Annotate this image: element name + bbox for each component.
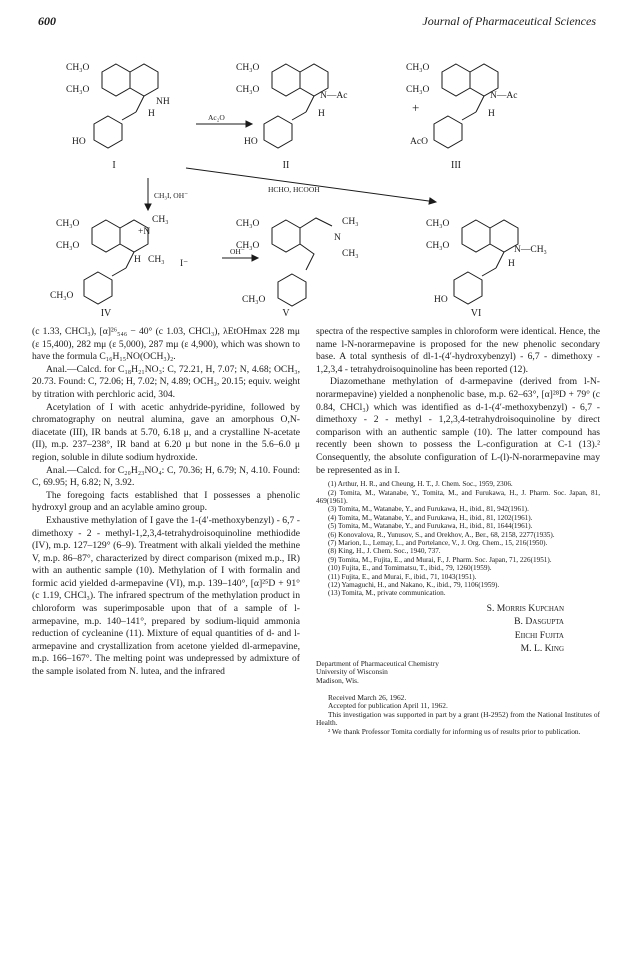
author: Eiichi Fujita	[514, 629, 564, 641]
label-nch3: N—CH₃	[514, 245, 547, 255]
label-ch3o: CH₃O	[236, 63, 260, 73]
label-n: N	[334, 233, 341, 243]
label-ch3o: CH₃O	[56, 241, 80, 251]
paragraph: Diazomethane methylation of d-armepavine (derived from l-N-norarmepavine) yielded a nonphenolic base, m.p. 62–63°, [α]²⁸D + 79° (c 0.84, CHCl₃) which was identified as d-1-(4′-methoxybenzyl) - 6,7 - dimethoxy - 2 - methyl - 1,2,3,4-tetrahydroisoquinoline by direct comparison with an authentic sample (10). The latter compound has recently been shown to possess the L-configuration at C-1 (13).² Consequently, the absolute configuration of L-(l)-N-norarmepavine may be represented as in I.	[316, 376, 600, 476]
reagent-oh: OH⁻	[230, 247, 245, 256]
label-ch3o: CH₃O	[236, 85, 260, 95]
label-nac: N—Ac	[320, 91, 348, 101]
reference: (9) Tomita, M., Fujita, E., and Murai, F., J. Pharm. Soc. Japan, 71, 226(1951).	[328, 555, 552, 564]
phenol-ring-VI	[454, 272, 482, 304]
benzene-ring-V	[272, 220, 300, 252]
reference: (2) Tomita, M., Watanabe, Y., Tomita, M., and Furukawa, H., J. Pharm. Soc. Japan, 81, 469(1961).	[316, 488, 600, 505]
methoxy-ring-V	[278, 274, 306, 306]
label-ch3o: CH₃O	[426, 219, 450, 229]
acetoxy-ring-III	[434, 116, 462, 148]
label-ho: HO	[434, 295, 448, 305]
references	[316, 480, 600, 598]
piperidine-ring-I	[130, 64, 158, 96]
grant-note: This investigation was supported in part by a grant (H-2952) from the National Institutes of Health.	[316, 709, 600, 728]
styrene-chain-V	[300, 218, 332, 270]
label-ch3: CH₃	[342, 217, 359, 227]
methoxy-ring-IV	[84, 272, 112, 304]
reference: (1) Arthur, H. R., and Cheung, H. T., J. Chem. Soc., 1959, 2306.	[328, 480, 513, 489]
compound-label-III: III	[451, 160, 461, 171]
paragraph: (c 1.33, CHCl₃), [α]²⁶₅₄₆ − 40° (c 1.03, CHCl₃), λEtOHmax 228 mμ (ε 15,400), 282 mμ (ε 5,000), 287 mμ (ε 4,900), which was shown to have the formula C₁₆H₁₅NO(OCH₃)₂.	[32, 326, 300, 363]
label-ch3o: CH₃O	[56, 219, 80, 229]
label-ch3: CH₃	[148, 255, 165, 265]
paragraph: The foregoing facts established that I possesses a phenolic hydroxyl group and an acylable amino group.	[32, 489, 300, 514]
label-nplus: +N	[138, 227, 151, 237]
author-list	[316, 602, 600, 656]
phenol-ring-II	[264, 116, 292, 148]
label-iodide: I⁻	[180, 259, 189, 269]
benzene-ring-VI	[462, 220, 490, 252]
reference: (10) Fujita, E., and Tomimatsu, T., ibid., 79, 1260(1959).	[328, 564, 492, 573]
affiliation-line: University of Wisconsin	[316, 667, 388, 677]
publication-notes	[316, 694, 600, 737]
reference: (13) Tomita, M., private communication.	[328, 589, 446, 598]
label-h: H	[318, 109, 325, 119]
label-ch3o: CH₃O	[406, 85, 430, 95]
affiliation-line: Department of Pharmaceutical Chemistry	[316, 658, 439, 668]
author: B. Dasgupta	[514, 616, 564, 628]
reaction-scheme	[36, 40, 596, 318]
reference: (7) Marion, L., Lemay, L., and Portelance, V., J. Org. Chem., 15, 216(1950).	[328, 538, 548, 547]
label-h: H	[488, 109, 495, 119]
page-number: 600	[38, 14, 56, 28]
reagent-ch3i: CH₃I, OH⁻	[154, 191, 189, 200]
paragraph: Exhaustive methylation of I gave the 1-(4′-methoxybenzyl) - 6,7 - dimethoxy - 2 - methyl-1,2,3,4-tetrahydroisoquinoline methiodide (IV), m.p. 127–129° (6–9). Treatment with alkali yielded the methine V, m.p. 86–87°, characterized by direct comparison (mixed m.p., IR) with an authentic sample (10). Methylation of I with formalin and formic acid yielded d-armepavine (VI), m.p. 139–140°, [α]²⁵D + 91° (c 1.19, CHCl₃). The infrared spectrum of the methylation product in chloroform was superimposable upon that of a sample of l-armepavine, m.p. 140–141°, prepared by sodium-liquid ammonia reduction of cycleanine (11). Mixture of equal quantities of d- and l-armepavine and crystallization from acetone yielded dl-armepavine, m.p. 166–167°. The melting point was undepressed by admixture of the sample isolated from N. lutea, and the infrared	[32, 514, 300, 678]
reference: (11) Fujita, E., and Murai, F., ibid., 71, 1043(1951).	[328, 572, 477, 581]
label-aco: AcO	[410, 137, 428, 147]
paragraph: spectra of the respective samples in chloroform were identical. Hence, the name l-N-norarmepavine is proposed for the new phenolic secondary base. A total synthesis of dl-1-(4′-hydroxybenzyl) - 6,7 - dimethoxy - 1,2,3,4 - tetrahydroisoquinoline has been reported (12).	[316, 326, 600, 375]
benzene-ring-I	[102, 64, 130, 96]
reference: (6) Konovalova, R., Yunusov, S., and Orekhov, A., Ber., 68, 2158, 2277(1935).	[328, 530, 555, 539]
benzene-ring-III	[442, 64, 470, 96]
benzene-ring-II	[272, 64, 300, 96]
reagent-ac2o: Ac₂O	[208, 113, 225, 122]
affiliation-line: Madison, Wis.	[316, 676, 359, 685]
label-ho: HO	[244, 137, 258, 147]
phenol-ring-I	[94, 116, 122, 148]
label-ch3o: CH₃O	[406, 63, 430, 73]
reference: (5) Tomita, M., Watanabe, Y., and Furukawa, H., ibid., 81, 1644(1961).	[328, 522, 533, 531]
label-ch3o: CH₃O	[426, 241, 450, 251]
footnote: ² We thank Professor Tomita cordially for informing us of results prior to publication.	[328, 726, 581, 736]
author: M. L. King	[520, 643, 564, 655]
reagent-hcho: HCHO, HCOOH	[268, 185, 320, 194]
label-h: H	[134, 255, 141, 265]
paragraph: Acetylation of I with acetic anhydride-pyridine, followed by chromatography on neutral alumina, gave an amorphous O,N-diacetate (III), IR bands at 5.70, 6.18 μ, and a crystalline N-acetate (II), m.p. 237–238°, IR band at 6.20 μ but none in the 5.6–6.0 μ region, soluble in dilute sodium hydroxide.	[32, 401, 300, 463]
label-nh: NH	[156, 97, 170, 107]
journal-title: Journal of Pharmaceutical Sciences	[422, 14, 596, 28]
analysis-paragraph: Anal.—Calcd. for C₂₀H₂₃NO₄: C, 70.36; H, 6.79; N, 4.10. Found: C, 69.95; H, 6.82; N, 3.92.	[32, 464, 300, 489]
affiliation	[316, 660, 600, 686]
label-ch3o: CH₃O	[242, 295, 266, 305]
right-column	[316, 326, 600, 737]
label-ch3o: CH₃O	[66, 63, 90, 73]
compound-label-I: I	[112, 160, 116, 171]
analysis-paragraph: Anal.—Calcd. for C₁₈H₂₁NO₃: C, 72.21, H, 7.07; N, 4.68; OCH₃, 20.73. Found: C, 72.06; H, 7.02; N, 4.89; OCH₃, 20.15; equiv. weight by titration with perchloric acid, 304.	[32, 363, 300, 400]
label-ch3: CH₃	[342, 249, 359, 259]
label-ch3o: CH₃O	[66, 85, 90, 95]
reference: (8) King, H., J. Chem. Soc., 1940, 737.	[328, 547, 441, 556]
received-date: Received March 26, 1962.	[328, 692, 407, 702]
compound-label-V: V	[282, 308, 290, 318]
compound-label-VI: VI	[470, 308, 482, 318]
author: S. Morris Kupchan	[486, 602, 564, 614]
label-ch3: CH₃	[152, 215, 169, 225]
label-h: H	[508, 259, 515, 269]
label-ch3o: CH₃O	[50, 291, 74, 301]
label-nac: N—Ac	[490, 91, 518, 101]
reference: (12) Yamaguchi, H., and Nakano, K., ibid., 79, 1106(1959).	[328, 581, 500, 589]
benzene-ring-IV	[92, 220, 120, 252]
compound-label-IV: IV	[100, 308, 112, 318]
reference: (3) Tomita, M., Watanabe, Y., and Furukawa, H., ibid., 81, 942(1961).	[328, 505, 529, 514]
label-ch3o: CH₃O	[236, 219, 260, 229]
compound-label-II: II	[282, 160, 290, 171]
label-ho: HO	[72, 137, 86, 147]
left-column	[32, 326, 300, 679]
accepted-date: Accepted for publication April 11, 1962.	[328, 701, 448, 711]
label-h: H	[148, 109, 155, 119]
plus-sign: +	[412, 100, 420, 115]
label-ch3o: CH₃O	[236, 241, 260, 251]
reference: (4) Tomita, M., Watanabe, Y., and Furukawa, H., ibid., 81, 1202(1961).	[328, 513, 533, 522]
